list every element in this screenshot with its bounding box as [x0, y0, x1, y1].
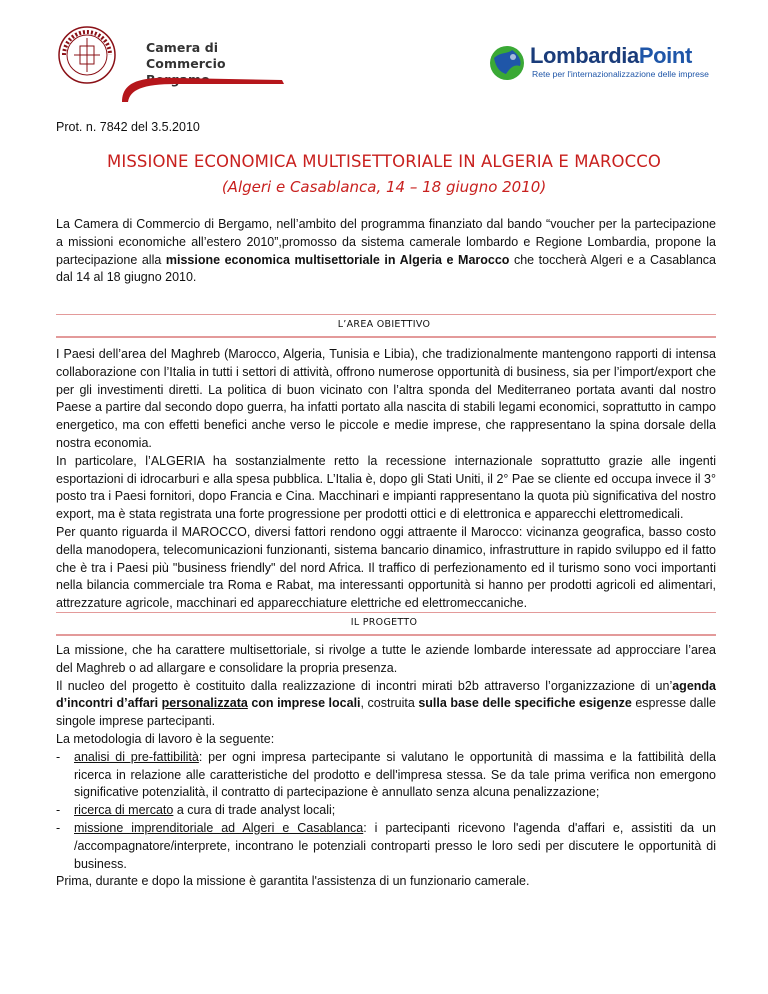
p2-text-bold-2: con imprese locali [247, 696, 361, 711]
document-title: MISSIONE ECONOMICA MULTISETTORIALE IN ALGERIA E MAROCCO [107, 152, 661, 171]
p2-text-underline: personalizzata [161, 696, 248, 711]
progetto-body [56, 642, 716, 891]
lombardia-point-tagline: Rete per l'internazionalizzazione delle imprese [532, 69, 709, 79]
list-dash: - [56, 749, 61, 764]
p2-text-e: , costruita [360, 696, 419, 711]
list-item-heading: missione imprenditoriale ad Algeri e Casablanca [74, 820, 364, 835]
ccb-seal-icon [56, 24, 118, 86]
p2-text-a: Il nucleo del progetto è costituito dalla realizzazione di incontri mirati b2b attraverso l’organizzazione di un’ [56, 678, 673, 693]
list-item-text: : per ogni impresa partecipante si valutano le opportunità di massima e la fattibilità della ricerca in relazione alle caratteristiche del prodotto e dell'impresa stessa. Se da tale prima verifica non emergono significative potenzialità, il contratto di partecipazione è annullato senza alcuna penalizzazione; [74, 749, 716, 800]
lombardia-point-logo [488, 40, 738, 86]
section-bottom-rule [56, 634, 716, 636]
protocol-number: Prot. n. 7842 del 3.5.2010 [56, 120, 200, 134]
section-heading-progetto: IL PROGETTO [350, 617, 418, 628]
list-dash: - [56, 803, 61, 818]
lp-name-a: Lombardia [530, 43, 639, 68]
list-item [56, 802, 716, 820]
progetto-paragraph-1: La missione, che ha carattere multisettoriale, si rivolge a tutte le aziende lombarde interessate ad approcciare l’area del Maghreb o ad allargare e consolidare la propria presenza. [56, 643, 716, 675]
area-paragraph-2: In particolare, l’ALGERIA ha sostanzialmente retto la recessione internazionale soprattutto grazie alle ingenti esportazioni di idrocarburi e alla spesa pubblica. L’Italia è, dopo gli Stati Uniti, il 2° Pae se cliente ed occupa invece il 3° posto tra i Paesi fornitori, dopo Francia e Cina. Macchinari e impianti rappresentano la quota più significativa del nostro export, ma è stata registrata una forte progressione per prodotti ottici e di elettronica e apparecchi elettromedicali. [56, 453, 716, 522]
section-bottom-rule [56, 336, 716, 338]
list-item-heading: ricerca di mercato [74, 803, 174, 818]
list-item [56, 820, 716, 873]
progetto-paragraph-2 [56, 678, 716, 731]
area-body [56, 346, 716, 613]
area-paragraph-1: I Paesi dell’area del Maghreb (Marocco, Algeria, Tunisia e Libia), che tradizionalmente mantengono rapporti di intensa collaborazione con l’Italia in tutti i settori di attività, offrono numerose opportunità di business, sia per l’import/export che per gli investimenti diretti. La politica di buon vicinato con l’altra sponda del Mediterraneo portata avanti dal nostro Paese a partire dal secondo dopo guerra, ha infatti portato alla nascita di stabili legami economici, soprattutto in campo energetico, ma con effetti benefici anche verso le piccole e medie imprese, che rappresentano la spina dorsale della nostra economia. [56, 347, 716, 450]
globe-icon [488, 44, 526, 82]
area-paragraph-3: Per quanto riguarda il MAROCCO, diversi fattori rendono oggi attraente il Marocco: vicinanza geografica, basso costo della manodopera, telecomunicazioni funzionanti, sistema bancario dinamico, infrastrutture in rapido sviluppo ed il fatto che è tra i Paesi più "business friendly" del nord Africa. Il traffico di perfezionamento ed il turismo sono voci importanti nella bilancia commerciale tra Roma e Rabat, ma interessanti opportunità si hanno per prodotti agricoli ed alimentari, attrezzature agricole, macchinari ed apparecchiature elettriche ed elettromeccaniche. [56, 524, 716, 611]
lombardia-point-name [530, 44, 692, 68]
p2-text-g: espresse dalle singole imprese partecipanti. [56, 696, 717, 729]
list-item-text: a cura di trade analyst locali; [173, 803, 336, 818]
list-item-text: : i partecipanti ricevono l'agenda d'affari e, assistiti da un /accompagnatore/interprete, incontrano le potenziali controparti presso le loro sedi per discutere le opportunità di business. [74, 820, 716, 871]
p2-text-bold-1: agenda d’incontri d’affari [56, 678, 716, 711]
lp-name-b: Point [638, 43, 692, 68]
section-heading-area: L’AREA OBIETTIVO [337, 319, 431, 330]
intro-text-a: La Camera di Commercio di Bergamo, nell’ambito del programma finanziato dal bando “voucher per la partecipazione a missioni economiche all’estero 2010”,promosso da sistema camerale lombardo e Regione Lombardia, propone la partecipazione alla [56, 217, 716, 267]
intro-paragraph [56, 216, 716, 287]
document-subtitle: (Algeri e Casablanca, 14 – 18 giugno 2010) [221, 178, 547, 196]
intro-text-bold: missione economica multisettoriale in Algeria e Marocco [165, 252, 510, 267]
intro-text-c: che toccherà Algeri e a Casablanca dal 14 al 18 giugno 2010. [56, 252, 716, 285]
p2-text-bold-3: sulla base delle specifiche esigenze [418, 696, 632, 711]
list-item-heading: analisi di pre-fattibilità [74, 749, 199, 764]
section-top-rule [56, 314, 716, 315]
ccb-swoosh-icon [116, 66, 288, 104]
progetto-paragraph-4: Prima, durante e dopo la missione è garantita l'assistenza di un funzionario camerale. [56, 874, 530, 889]
section-top-rule [56, 612, 716, 613]
progetto-paragraph-3: La metodologia di lavoro è la seguente: [56, 731, 275, 746]
list-item [56, 749, 716, 802]
ccb-name-line1: Camera di Commercio [146, 40, 226, 71]
ccb-logo [56, 20, 286, 100]
list-dash: - [56, 820, 61, 835]
